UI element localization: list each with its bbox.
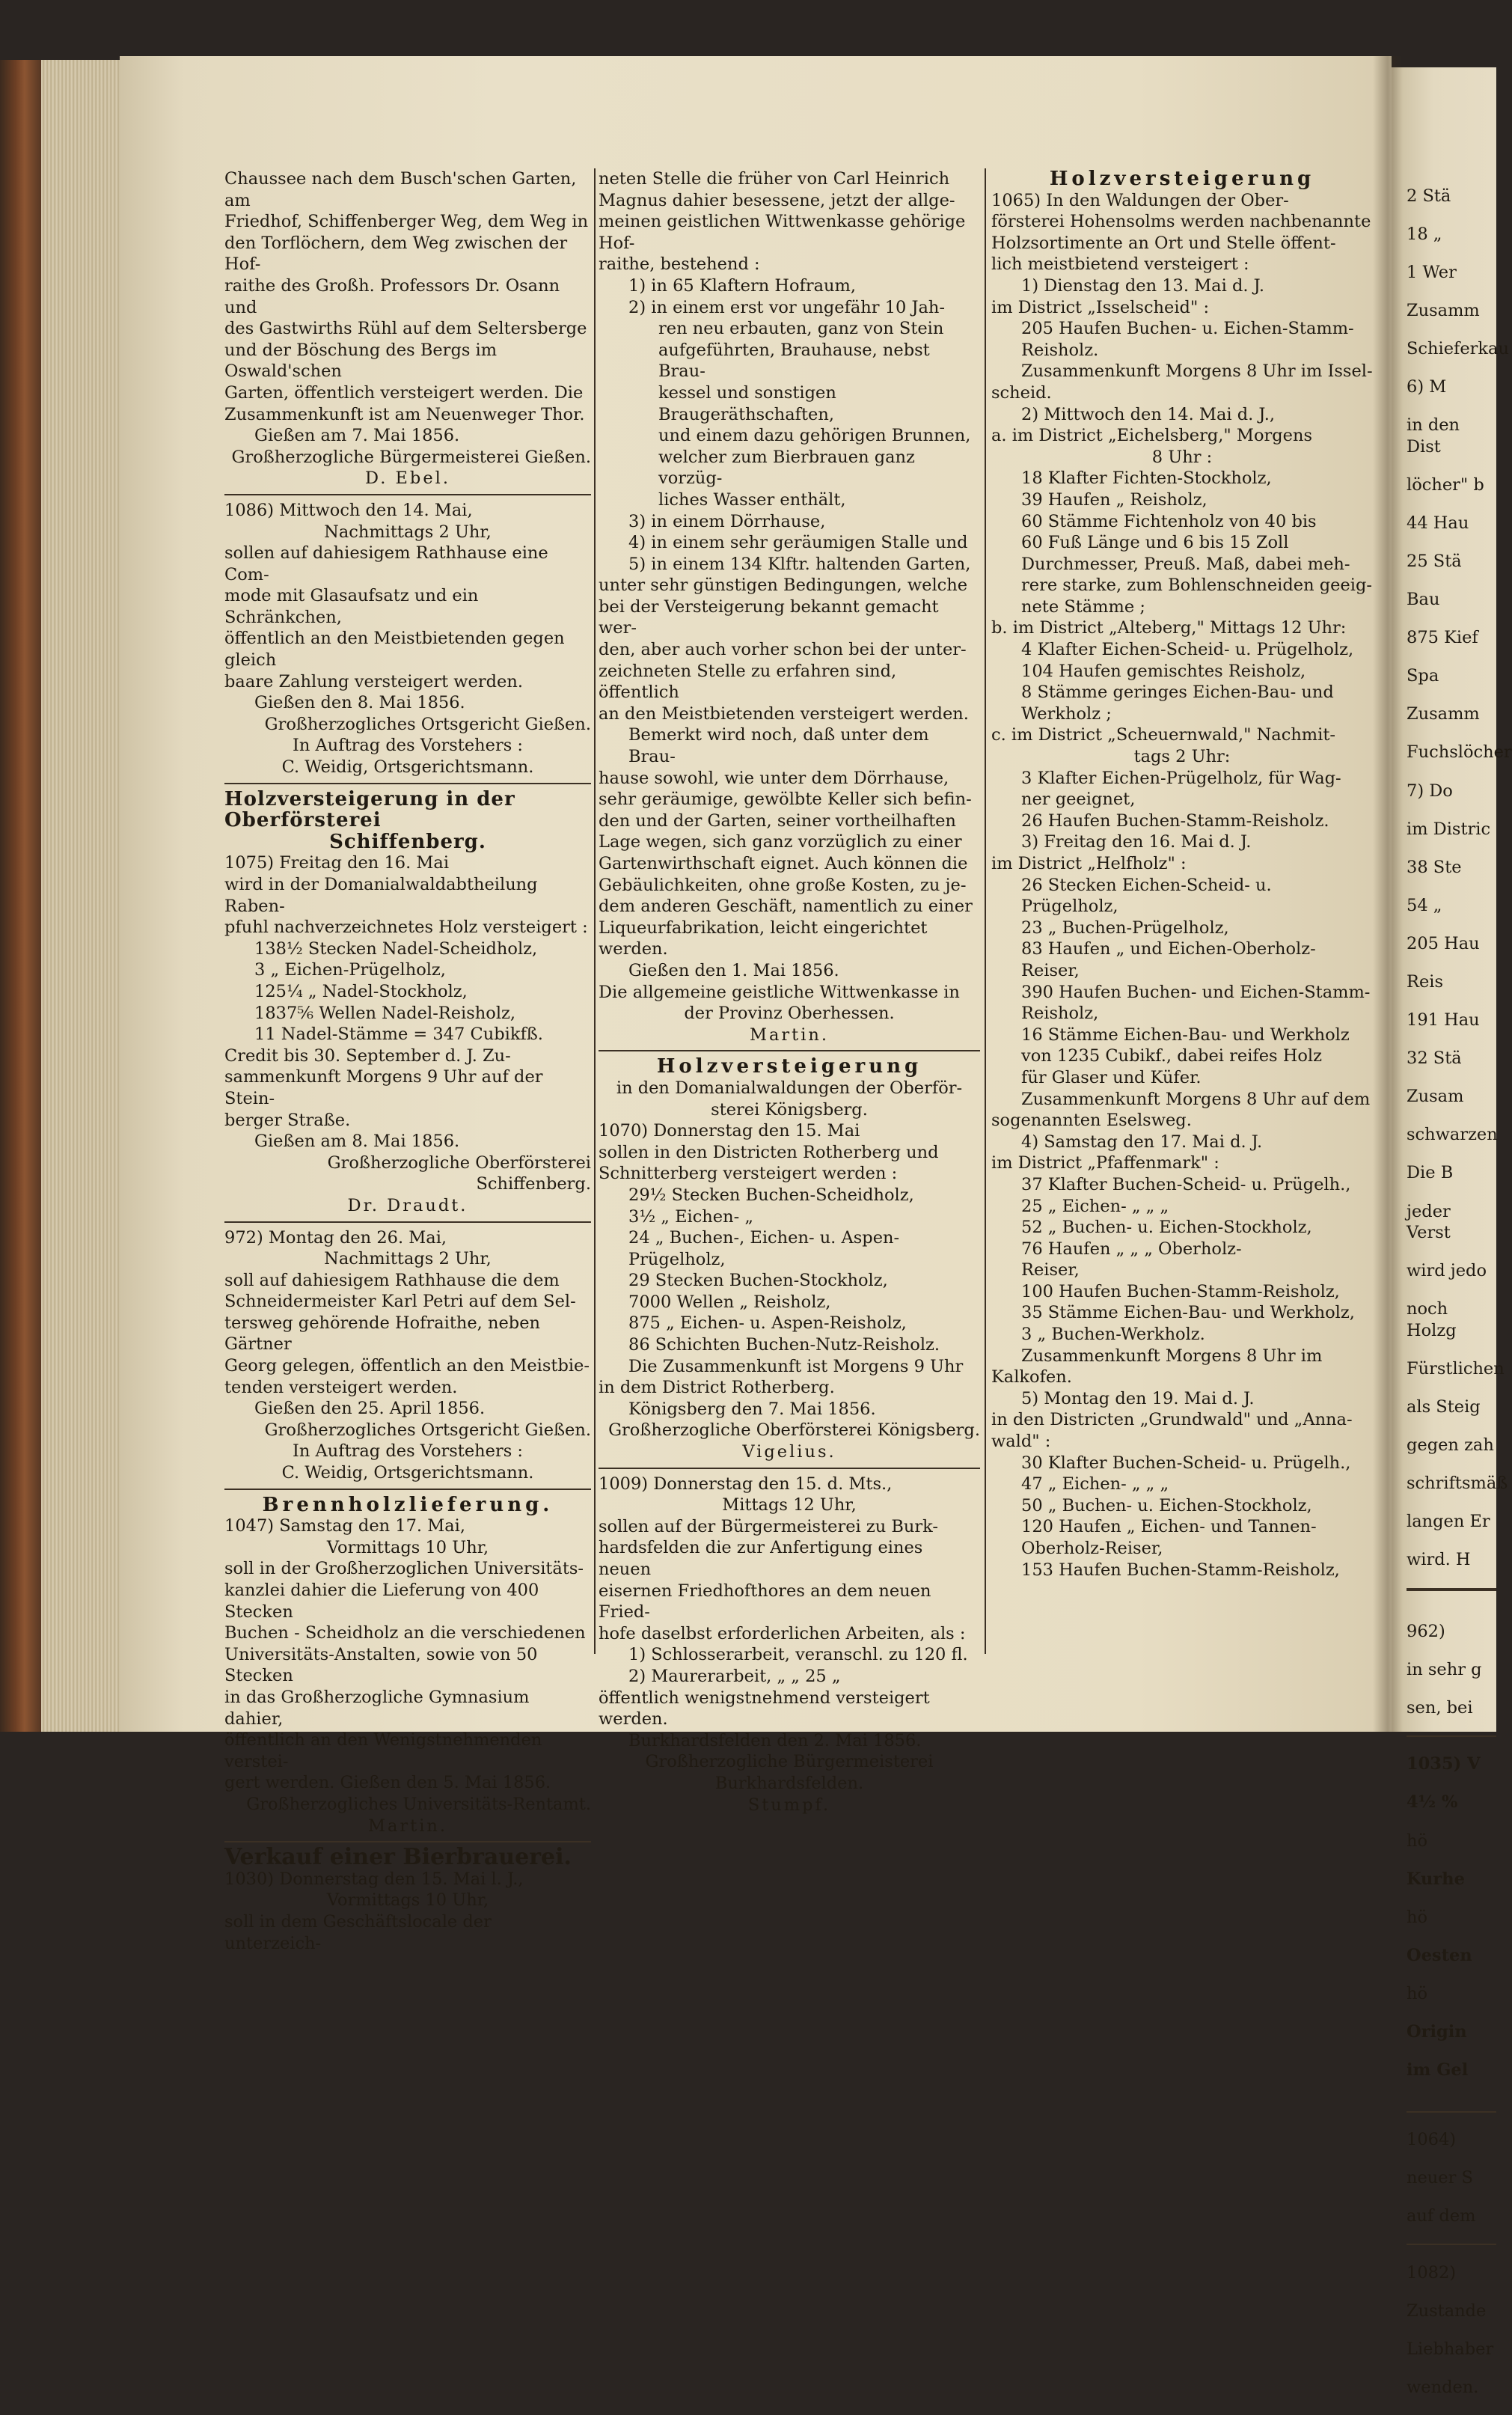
notice-time: Vormittags 10 Uhr, [326, 1890, 489, 1911]
notice-1075 [224, 789, 591, 1217]
notice-signature: Martin. [749, 1025, 830, 1045]
text-line: Die Zusammenkunft ist Morgens 9 Uhr [628, 1356, 964, 1376]
list-item: 2) in einem erst vor ungefähr 10 Jah- [628, 297, 946, 317]
list-item: 29½ Stecken Buchen-Scheidholz, [628, 1185, 914, 1205]
text-line: soll in der Großherzoglichen Universitäts- [224, 1559, 584, 1579]
notice-972 [224, 1227, 591, 1484]
notice-time: Vormittags 10 Uhr, [326, 1537, 489, 1557]
list-item: 16 Stämme Eichen-Bau- und Werkholz [1021, 1025, 1350, 1045]
notice-divider [224, 494, 591, 495]
text-line: Magnus dahier besessene, jetzt der allge- [599, 190, 955, 210]
list-item: Reisholz, [1021, 1004, 1099, 1024]
fragment-line: Kurhe [1407, 1869, 1465, 1889]
list-item: und einem dazu gehörigen Brunnen, [658, 426, 971, 446]
list-item: 26 Stecken Eichen-Scheid- u. Prügelholz, [1021, 875, 1272, 917]
notice-1086 [224, 500, 591, 778]
fragment-line: löcher" b [1407, 474, 1484, 495]
facing-page-column [1407, 168, 1512, 2415]
text-line: Kalkofen. [991, 1367, 1072, 1387]
list-item: Werkholz ; [1021, 703, 1112, 724]
text-line: Schneidermeister Karl Petri auf dem Sel- [224, 1292, 576, 1312]
text-line: bei der Versteigerung bekannt gemacht wer- [599, 596, 939, 638]
text-line: Zusammenkunft Morgens 8 Uhr im Issel- [1021, 361, 1373, 382]
list-item: 18 Klafter Fichten-Stockholz, [1021, 468, 1272, 489]
text-line: wird in der Domanialwaldabtheilung Raben- [224, 875, 538, 916]
notice-office: Großherzogliche Bürgermeisterei [645, 1752, 934, 1772]
notice-divider [599, 1468, 980, 1469]
notice-title: Verkauf einer Bierbrauerei. [224, 1844, 572, 1871]
list-item: 138½ Stecken Nadel-Scheidholz, [254, 938, 538, 959]
notice-1009 [599, 1474, 980, 1816]
fragment-line: 7) Do [1407, 781, 1453, 801]
notice-heading: 1086) Mittwoch den 14. Mai, [224, 500, 473, 520]
text-line: gert werden. Gießen den 5. Mai 1856. [224, 1773, 551, 1793]
list-item: 8 Stämme geringes Eichen-Bau- und [1021, 683, 1334, 703]
district-label: in den Districten „Grundwald" und „Anna- [991, 1410, 1353, 1430]
list-item: 37 Klafter Buchen-Scheid- u. Prügelh., [1021, 1174, 1351, 1194]
list-item: 1) in 65 Klaftern Hofraum, [628, 275, 857, 296]
notice-1030 [224, 1844, 591, 1954]
text-line: soll in dem Geschäftslocale der unterzeich- [224, 1911, 492, 1953]
fragment-line: Zusam [1407, 1087, 1464, 1107]
fragment-line: 54 „ [1407, 895, 1442, 915]
fragment-line: 2 Stä [1407, 186, 1451, 206]
notice-divider [599, 1050, 980, 1051]
list-item: 205 Haufen Buchen- u. Eichen-Stamm- [1021, 319, 1354, 339]
list-item: 3 „ Buchen-Werkholz. [1021, 1325, 1205, 1345]
fragment-line: in sehr g [1407, 1659, 1482, 1679]
fragment-line: 875 Kief [1407, 628, 1478, 648]
list-item: 11 Nadel-Stämme = 347 Cubikfß. [254, 1025, 543, 1045]
notice-office: Großherzogliches Universitäts-Rentamt. [246, 1794, 591, 1814]
fragment-line: 205 Hau [1407, 933, 1480, 953]
notice-title: Holzversteigerung [1049, 168, 1315, 190]
notice-divider [1407, 1588, 1496, 1591]
text-line: den Torflöchern, dem Weg zwischen der Hof- [224, 233, 568, 275]
list-item: 86 Schichten Buchen-Nutz-Reisholz. [628, 1335, 940, 1355]
fragment-line: im Distric [1407, 819, 1491, 839]
notice-signature: D. Ebel. [364, 468, 451, 489]
notice-time: Nachmittags 2 Uhr, [324, 1249, 492, 1269]
notice-date: Gießen den 8. Mai 1856. [254, 693, 465, 713]
list-item: 35 Stämme Eichen-Bau- und Werkholz, [1021, 1303, 1355, 1323]
list-item: Prügelholz, [628, 1249, 726, 1269]
notice-divider [224, 1841, 591, 1842]
text-line: in das Großherzogliche Gymnasium dahier, [224, 1687, 530, 1729]
notice-1070 [599, 1056, 980, 1462]
list-item: rere starke, zum Bohlenschneiden geeig- [1021, 575, 1372, 596]
book-cover-edge [0, 60, 45, 1732]
gutter-shadow [1373, 56, 1403, 1732]
list-item: 5) in einem 134 Klftr. haltenden Garten, [628, 554, 971, 574]
text-line: försterei Hohensolms werden nachbenannte [991, 212, 1371, 232]
text-line: öffentlich an den Wenigstnehmenden verstei- [224, 1730, 542, 1771]
text-line: meinen geistlichen Wittwenkasse gehörige Hof- [599, 212, 966, 253]
fragment-line: 1035) V [1407, 1754, 1481, 1774]
district-label: wald" : [991, 1432, 1051, 1452]
text-line: berger Straße. [224, 1110, 351, 1130]
list-item: Durchmesser, Preuß. Maß, dabei meh- [1021, 554, 1350, 574]
fragment-line: 191 Hau [1407, 1010, 1480, 1031]
list-item: 29 Stecken Buchen-Stockholz, [628, 1271, 888, 1291]
text-line: des Gastwirths Rühl auf dem Seltersberge [224, 319, 587, 339]
text-line: sogenannten Eselsweg. [991, 1111, 1192, 1131]
list-item: 50 „ Buchen- u. Eichen-Stockholz, [1021, 1495, 1312, 1515]
text-line: soll auf dahiesigem Rathhause die dem [224, 1270, 560, 1290]
page-edges [41, 60, 131, 1732]
column-1 [224, 168, 591, 1954]
list-item: 875 „ Eichen- u. Aspen-Reisholz, [628, 1313, 907, 1334]
sale-day-heading: 4) Samstag den 17. Mai d. J. [1021, 1132, 1263, 1152]
list-item: 47 „ Eichen- „ „ „ [1021, 1474, 1169, 1495]
fragment-line: hö [1407, 1907, 1428, 1927]
notice-divider [224, 1489, 591, 1490]
text-line: mode mit Glasaufsatz und ein Schränkchen, [224, 586, 479, 627]
fragment-line: Spa [1407, 666, 1439, 686]
sale-day-heading: 3) Freitag den 16. Mai d. J. [1021, 832, 1252, 852]
list-item: von 1235 Cubikf., dabei reifes Holz [1021, 1046, 1322, 1066]
fragment-line: Oesten [1407, 1945, 1472, 1965]
fragment-line: Reis [1407, 971, 1443, 992]
list-item: 120 Haufen „ Eichen- und Tannen- [1021, 1517, 1317, 1537]
text-line: zeichneten Stelle zu erfahren sind, öffentlich [599, 661, 897, 703]
list-item: 24 „ Buchen-, Eichen- u. Aspen- [628, 1228, 900, 1248]
fragment-line: langen Er [1407, 1512, 1490, 1532]
list-item: 1837⅚ Wellen Nadel-Reisholz, [254, 1003, 516, 1023]
fragment-line: 32 Stä [1407, 1048, 1462, 1069]
notice-signature: Dr. Draudt. [347, 1195, 468, 1215]
notice-title: Schiffenberg. [329, 830, 486, 853]
list-item: kessel und sonstigen Braugeräthschaften, [658, 382, 836, 424]
fragment-line: schwarzen [1407, 1125, 1498, 1145]
fragment-line: 1 Wer [1407, 262, 1457, 282]
notice-divider [1407, 2244, 1496, 2245]
notice-divider [1407, 2111, 1496, 2113]
text-line: baare Zahlung versteigert werden. [224, 671, 523, 691]
fragment-line: 6) M [1407, 376, 1447, 397]
fragment-line: wird jedo [1407, 1261, 1487, 1281]
notice-date: Burkhardsfelden den 2. Mai 1856. [628, 1730, 922, 1750]
text-line: tersweg gehörende Hofraithe, neben Gärtner [224, 1313, 541, 1355]
text-line: unter sehr günstigen Bedingungen, welche [599, 575, 968, 596]
notice-office: Die allgemeine geistliche Wittwenkasse in [599, 982, 960, 1002]
text-line: eisernen Friedhofthores an dem neuen Fried- [599, 1581, 931, 1622]
text-line: Buchen - Scheidholz an die verschiedenen [224, 1623, 586, 1643]
fragment-line: 4½ % [1407, 1792, 1458, 1813]
fragment-line: Zusamm [1407, 300, 1480, 320]
fragment-line: Fuchslöcher [1407, 742, 1512, 763]
text-line: raithe des Großh. Professors Dr. Osann und [224, 275, 560, 317]
list-item: 3) in einem Dörrhause, [628, 511, 826, 531]
text-line: kanzlei dahier die Lieferung von 400 Stecken [224, 1581, 539, 1622]
text-line: Credit bis 30. September d. J. Zu- [224, 1045, 511, 1066]
text-line: öffentlich an den Meistbietenden gegen gleich [224, 629, 565, 671]
list-item: Oberholz-Reiser, [1021, 1539, 1163, 1558]
notice-commission: In Auftrag des Vorstehers : [292, 1441, 523, 1462]
notice-heading: 972) Montag den 26. Mai, [224, 1227, 447, 1248]
notice-date: Gießen den 1. Mai 1856. [628, 960, 839, 980]
district-time: 8 Uhr : [1151, 447, 1213, 467]
text-line: sammenkunft Morgens 9 Uhr auf der Stein- [224, 1067, 543, 1108]
notice-commission: In Auftrag des Vorstehers : [292, 736, 523, 756]
notice-office: Burkhardsfelden. [714, 1773, 864, 1793]
fragment-line: hö [1407, 1983, 1428, 2003]
text-line: neten Stelle die früher von Carl Heinrich [599, 169, 950, 189]
fragment-line: 25 Stä [1407, 551, 1462, 571]
text-line: öffentlich wenigstnehmend versteigert werden. [599, 1688, 930, 1729]
fragment-line: 18 „ [1407, 224, 1442, 244]
fragment-line: Die B [1407, 1163, 1454, 1183]
text-line: Gebäulichkeiten, ohne große Kosten, zu je- [599, 875, 967, 895]
fragment-line: Zusamm [1407, 704, 1480, 724]
text-line: Liqueurfabrikation, leicht eingerichtet werden. [599, 918, 928, 959]
text-line: Zusammenkunft ist am Neuenweger Thor. [224, 404, 585, 424]
notice-1065 [991, 168, 1373, 1581]
notice-1030-continuation [599, 168, 980, 1045]
list-item: ren neu erbauten, ganz von Stein [658, 319, 944, 339]
notice-office: Großherzogliche Bürgermeisterei Gießen. [231, 447, 591, 467]
text-line: hofe daselbst erforderlichen Arbeiten, als : [599, 1623, 966, 1643]
notice-subtitle: sterei Königsberg. [711, 1099, 868, 1120]
notice-date: Gießen am 8. Mai 1856. [254, 1132, 460, 1152]
district-label: c. im District „Scheuernwald," Nachmit- [991, 725, 1335, 745]
list-item: 60 Fuß Länge und 6 bis 15 Zoll [1021, 533, 1289, 553]
text-line: sollen in den Districten Rotherberg und [599, 1142, 939, 1162]
fragment-line: Origin [1407, 2022, 1467, 2042]
sale-day-heading: 1) Dienstag den 13. Mai d. J. [1021, 275, 1265, 296]
list-item: 125¼ „ Nadel-Stockholz, [254, 981, 468, 1001]
notice-time: Mittags 12 Uhr, [722, 1495, 857, 1515]
list-item: 100 Haufen Buchen-Stamm-Reisholz, [1021, 1281, 1340, 1301]
text-line: Gartenwirthschaft eignet. Auch können die [599, 854, 968, 873]
fragment-line: wenden. [1407, 2378, 1479, 2398]
text-line: sehr geräumige, gewölbte Keller sich befin- [599, 790, 972, 810]
list-item: 4 Klafter Eichen-Scheid- u. Prügelholz, [1021, 640, 1354, 660]
list-item: 390 Haufen Buchen- und Eichen-Stamm- [1021, 982, 1371, 1002]
list-item: 3 Klafter Eichen-Prügelholz, für Wag- [1021, 768, 1341, 788]
text-line: dem anderen Geschäft, namentlich zu einer [599, 897, 973, 917]
column-rule-1 [594, 168, 596, 1654]
notice-date: Gießen am 7. Mai 1856. [254, 426, 460, 446]
notice-divider [224, 1221, 591, 1223]
text-line: Lage wegen, sich ganz vorzüglich zu einer [599, 832, 962, 852]
fragment-line: jeder Verst [1407, 1201, 1451, 1243]
fragment-line: noch Holzg [1407, 1299, 1457, 1340]
list-item: 26 Haufen Buchen-Stamm-Reisholz. [1021, 810, 1329, 831]
district-label: b. im District „Alteberg," Mittags 12 Uhr: [991, 618, 1347, 638]
notice-signature: Vigelius. [742, 1442, 836, 1462]
notice-heading: 1070) Donnerstag den 15. Mai [599, 1121, 860, 1141]
text-line: tenden versteigert werden. [224, 1377, 458, 1397]
fragment-line: hö [1407, 1831, 1428, 1851]
district-label: a. im District „Eichelsberg," Morgens [991, 426, 1313, 446]
text-line: den, aber auch vorher schon bei der unter- [599, 640, 967, 660]
list-item: Reiser, [1021, 1260, 1080, 1280]
notice-signature: Martin. [367, 1816, 448, 1836]
text-line: Universitäts-Anstalten, sowie von 50 Stecken [224, 1644, 538, 1686]
notice-office: Großherzogliche Oberförsterei Schiffenberg. [327, 1152, 591, 1194]
list-item: aufgeführten, Brauhause, nebst Brau- [658, 340, 930, 382]
list-item: nete Stämme ; [1021, 596, 1145, 617]
list-item: für Glaser und Küfer. [1021, 1067, 1202, 1087]
text-line: Zusammenkunft Morgens 8 Uhr im [1021, 1346, 1323, 1366]
list-item: Reisholz. [1021, 340, 1099, 360]
text-line: sollen auf dahiesigem Rathhause eine Com- [224, 543, 548, 584]
list-item: 1) Schlosserarbeit, veranschl. zu 120 fl. [628, 1645, 968, 1665]
text-line: den und der Garten, seiner vortheilhaften [599, 810, 956, 831]
text-line: an den Meistbietenden versteigert werden. [599, 703, 969, 724]
notice-subtitle: in den Domanialwaldungen der Oberför- [616, 1078, 963, 1098]
notice-divider [1407, 1735, 1496, 1737]
fragment-line: im Gel [1407, 2060, 1469, 2080]
list-item: welcher zum Bierbrauen ganz vorzüg- [658, 447, 915, 489]
fragment-line: in den Dist [1407, 415, 1460, 457]
fragment-line: wird. H [1407, 1550, 1471, 1570]
text-line: Friedhof, Schiffenberger Weg, dem Weg in [224, 212, 589, 232]
sale-day-heading: 2) Mittwoch den 14. Mai d. J., [1021, 404, 1275, 424]
notice-title: Holzversteigerung in der Oberförsterei [224, 787, 515, 832]
notice-office: Großherzogliches Ortsgericht Gießen. [264, 714, 591, 734]
list-item: 3 „ Eichen-Prügelholz, [254, 960, 446, 980]
notice-office: Großherzogliches Ortsgericht Gießen. [264, 1420, 591, 1440]
list-item: 83 Haufen „ und Eichen-Oberholz- [1021, 939, 1316, 959]
notice-1047 [224, 1495, 591, 1837]
list-item: 23 „ Buchen-Prügelholz, [1021, 918, 1229, 938]
fragment-line: 44 Hau [1407, 513, 1469, 533]
column-rule-2 [985, 168, 986, 1654]
fragment-line: 962) [1407, 1621, 1445, 1641]
notice-heading: 1075) Freitag den 16. Mai [224, 853, 450, 873]
fragment-line: 1082) [1407, 2262, 1457, 2283]
text-line: in dem District Rotherberg. [599, 1378, 835, 1398]
notice-title: Brennholzlieferung. [262, 1493, 554, 1516]
list-item: 7000 Wellen „ Reisholz, [628, 1292, 831, 1312]
text-line: sollen auf der Bürgermeisterei zu Burk- [599, 1516, 938, 1536]
fragment-line: Schieferkau [1407, 338, 1509, 358]
fragment-line: Fürstlichen [1407, 1359, 1505, 1379]
list-item: 2) Maurerarbeit, „ „ 25 „ [628, 1666, 841, 1686]
notice-date: Königsberg den 7. Mai 1856. [628, 1399, 876, 1419]
list-item: Reiser, [1021, 960, 1080, 980]
text-line: scheid. [991, 382, 1052, 403]
text-line: Chaussee nach dem Busch'schen Garten, am [224, 169, 577, 210]
notice-signature: Stumpf. [747, 1795, 831, 1815]
text-line: pfuhl nachverzeichnetes Holz versteigert : [224, 918, 588, 938]
list-item: 104 Haufen gemischtes Reisholz, [1021, 661, 1306, 681]
fragment-line: Bau [1407, 590, 1440, 610]
text-line: Holzsortimente an Ort und Stelle öffent- [991, 233, 1336, 253]
text-line: Bemerkt wird noch, daß unter dem Brau- [628, 725, 929, 767]
list-item: 25 „ Eichen- „ „ „ [1021, 1196, 1169, 1216]
list-item: ner geeignet, [1021, 790, 1136, 810]
list-item: 153 Haufen Buchen-Stamm-Reisholz, [1021, 1560, 1340, 1580]
fragment-line: 1064) [1407, 2130, 1457, 2150]
text-line: Garten, öffentlich versteigert werden. Die [224, 382, 584, 403]
fragment-line: Zustande [1407, 2301, 1487, 2321]
notice-title: Holzversteigerung [656, 1055, 922, 1078]
text-line: raithe, bestehend : [599, 254, 760, 275]
fragment-line: neuer S [1407, 2168, 1473, 2188]
notice-continuation [224, 168, 591, 489]
fragment-line: auf dem [1407, 2206, 1476, 2226]
fragment-line: Liebhaber [1407, 2339, 1494, 2360]
notice-heading: 1009) Donnerstag den 15. d. Mts., [599, 1474, 893, 1494]
fragment-line: schriftsmäß [1407, 1474, 1508, 1494]
notice-heading: 1065) In den Waldungen der Ober- [991, 190, 1289, 210]
text-line: Georg gelegen, öffentlich an den Meistbie- [224, 1356, 590, 1376]
notice-heading: 1030) Donnerstag den 15. Mai l. J., [224, 1869, 524, 1889]
list-item: liches Wasser enthält, [658, 489, 846, 510]
column-2 [599, 168, 980, 1816]
district-label: im District „Helfholz" : [991, 854, 1187, 873]
text-line: hause sowohl, wie unter dem Dörrhause, [599, 768, 949, 788]
district-label: im District „Isselscheid" : [991, 297, 1210, 317]
list-item: 30 Klafter Buchen-Scheid- u. Prügelh., [1021, 1453, 1351, 1473]
district-label: im District „Pfaffenmark" : [991, 1153, 1219, 1173]
text-line: Zusammenkunft Morgens 8 Uhr auf dem [1021, 1089, 1371, 1109]
sale-day-heading: 5) Montag den 19. Mai d. J. [1021, 1388, 1255, 1408]
notice-time: Nachmittags 2 Uhr, [324, 522, 492, 542]
district-time: tags 2 Uhr: [1133, 747, 1231, 767]
list-item: 4) in einem sehr geräumigen Stalle und [628, 533, 968, 553]
list-item: 3½ „ Eichen- „ [628, 1206, 754, 1227]
notice-office: der Provinz Oberhessen. [684, 1004, 895, 1024]
notice-signature: C. Weidig, Ortsgerichtsmann. [281, 757, 534, 778]
fragment-line: als Steig [1407, 1397, 1481, 1417]
text-line: und der Böschung des Bergs im Oswald'schen [224, 340, 498, 382]
text-line: lich meistbietend versteigert : [991, 254, 1249, 275]
notice-date: Gießen den 25. April 1856. [254, 1399, 486, 1419]
list-item: 39 Haufen „ Reisholz, [1021, 489, 1208, 510]
notice-divider [224, 783, 591, 784]
notice-office: Großherzogliche Oberförsterei Königsberg. [608, 1420, 980, 1441]
fragment-line: gegen zah [1407, 1435, 1494, 1456]
notice-heading: 1047) Samstag den 17. Mai, [224, 1516, 466, 1536]
fragment-line: 38 Ste [1407, 857, 1462, 877]
fragment-line: sen, bei [1407, 1697, 1473, 1718]
column-3 [991, 168, 1373, 1581]
list-item: 60 Stämme Fichtenholz von 40 bis [1021, 511, 1317, 531]
list-item: 76 Haufen „ „ „ Oberholz- [1021, 1239, 1242, 1259]
list-item: 52 „ Buchen- u. Eichen-Stockholz, [1021, 1218, 1312, 1238]
text-line: Schnitterberg versteigert werden : [599, 1164, 898, 1184]
notice-signature: C. Weidig, Ortsgerichtsmann. [281, 1463, 534, 1483]
text-line: hardsfelden die zur Anfertigung eines neuen [599, 1538, 923, 1579]
